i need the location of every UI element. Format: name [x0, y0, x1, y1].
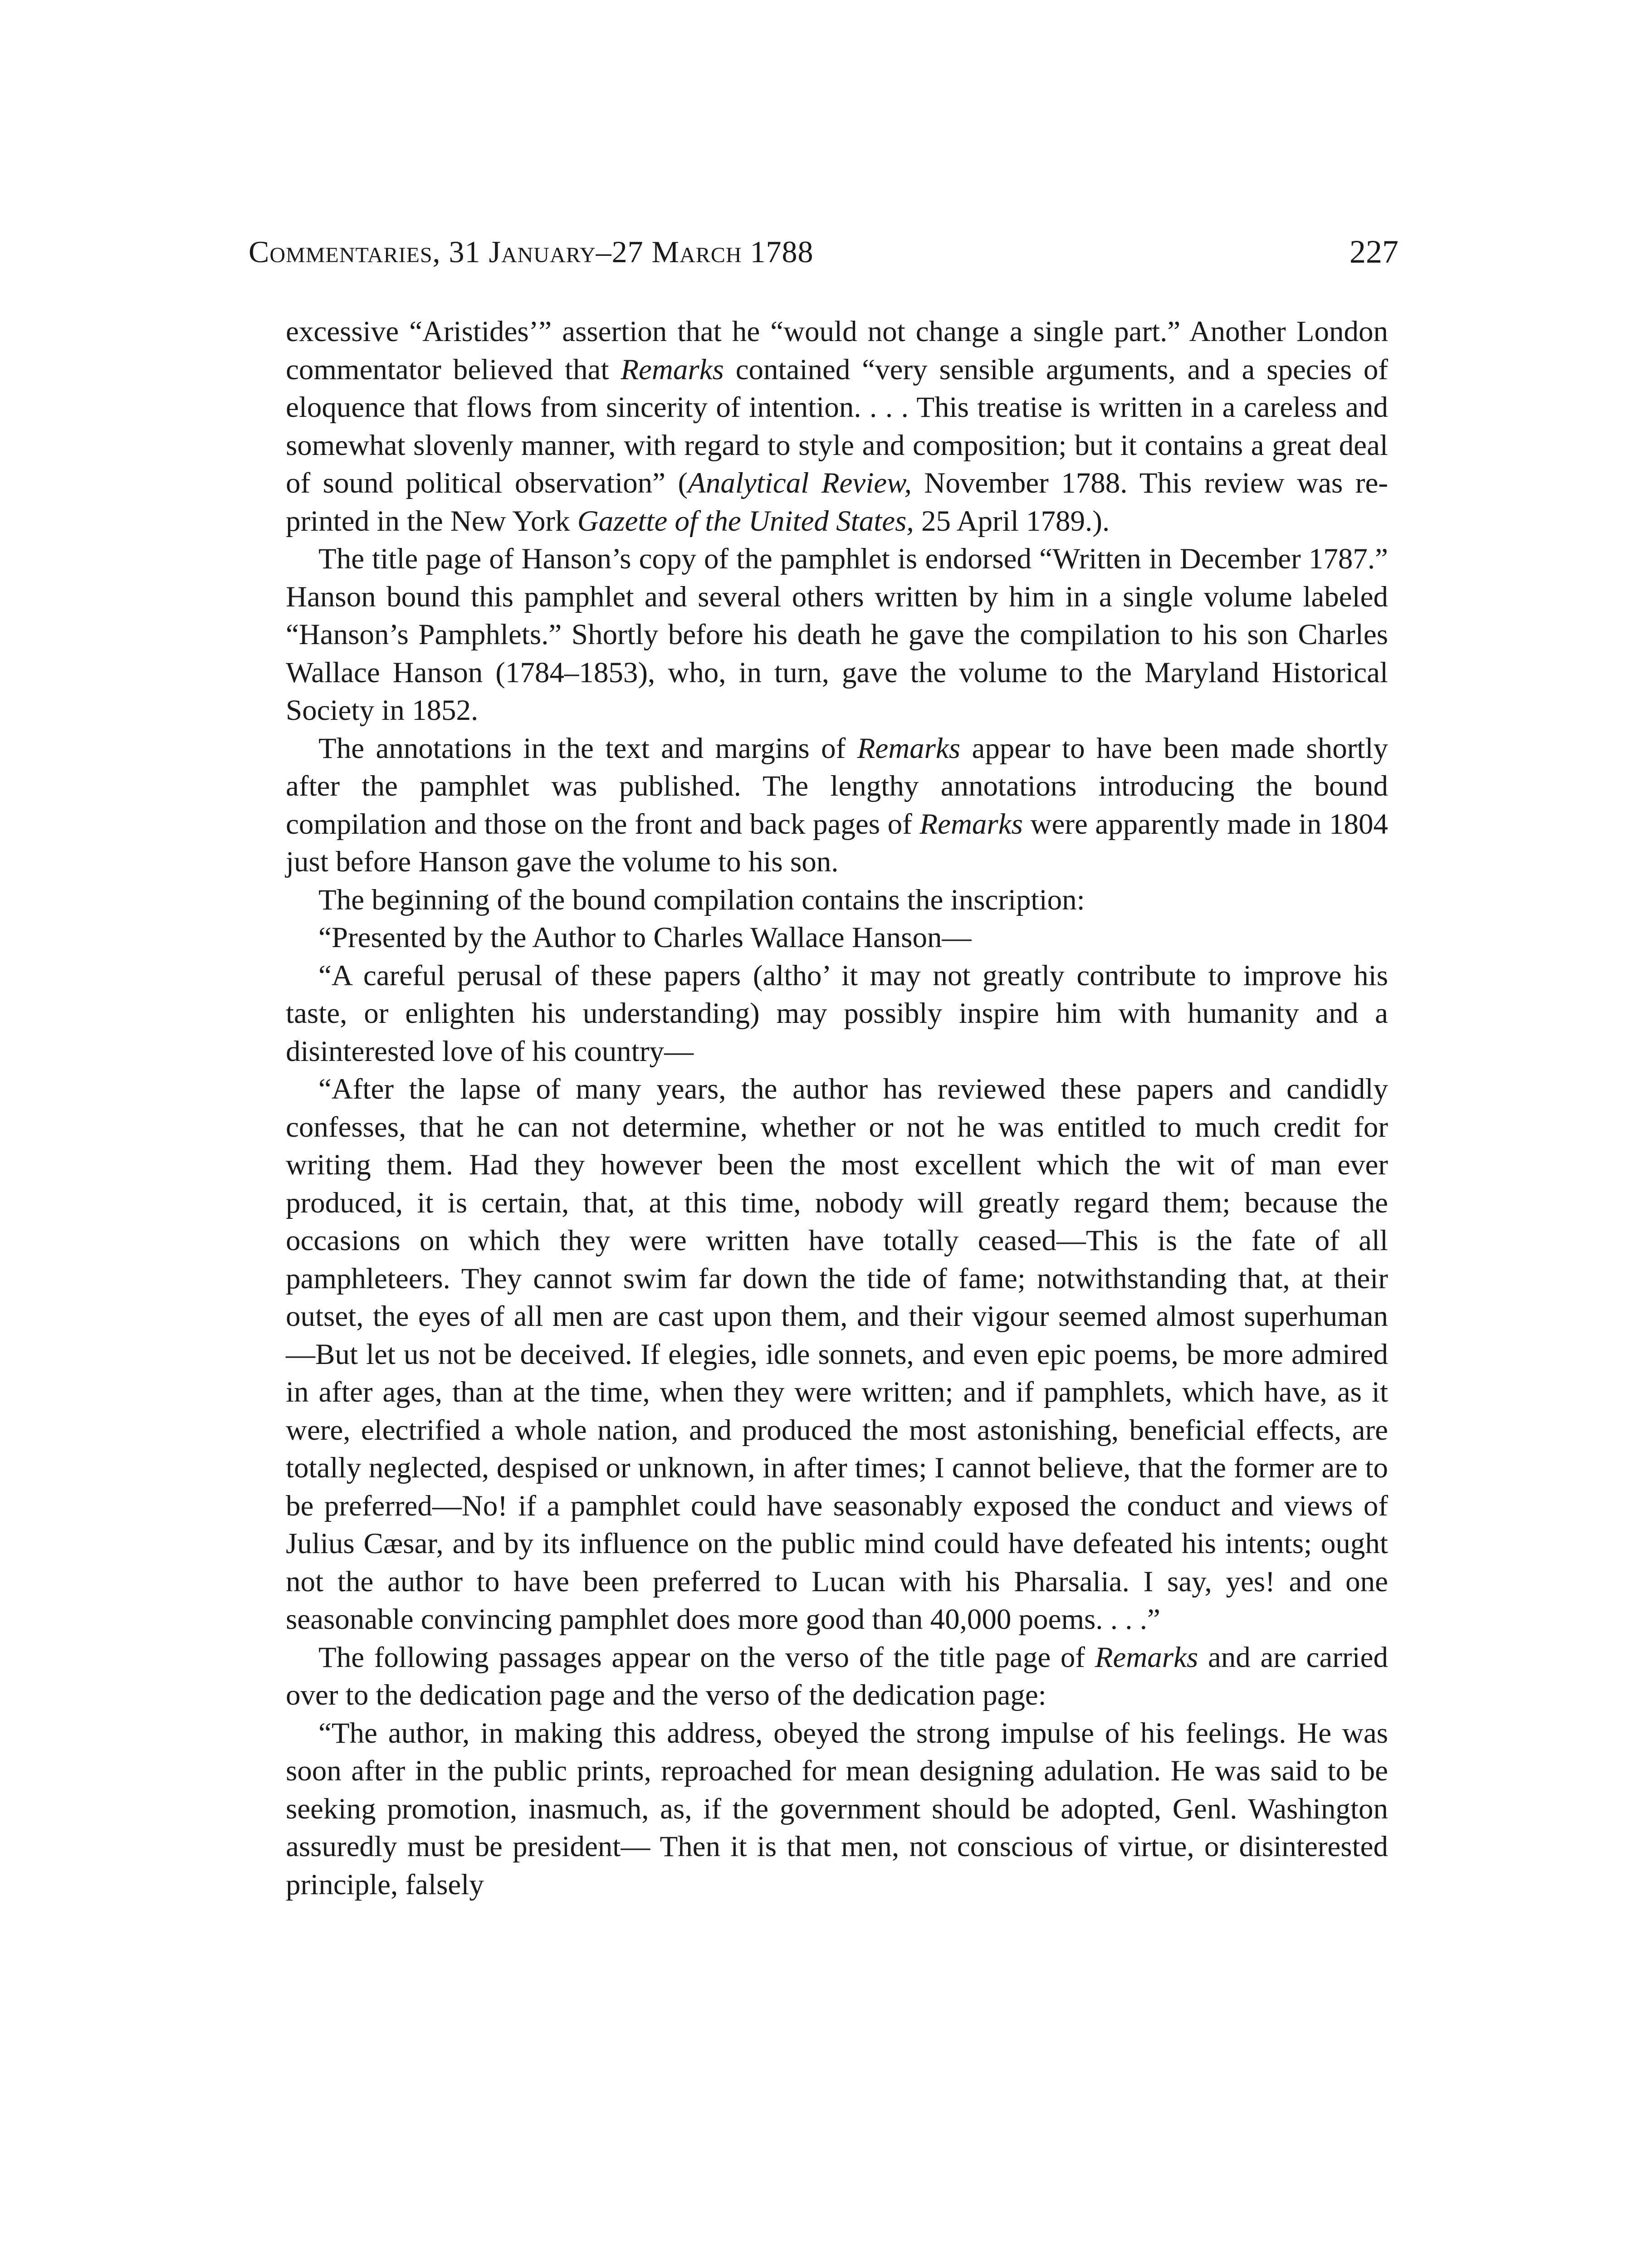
- paragraph-9: “The author, in making this address, obeyed the strong impulse of his feelings. He was soon after in the public prints, reproached for mean designing adulation. He was said to be seeking promotion, inasmuch, as, if the government should be adopted, Genl. Washington assuredly must be president— Then it is that men, not conscious of virtue, or disinterested principle, falsely: [286, 1716, 1388, 1901]
- text-run: 25 April 1789.).: [914, 504, 1110, 538]
- paragraph-8: [286, 1639, 1388, 1715]
- text-run: The annotations in the text and margins of: [318, 732, 857, 765]
- page-number: 227: [1349, 234, 1398, 270]
- running-head: [249, 229, 1398, 274]
- paragraph-2: The title page of Hanson’s copy of the pamphlet is endorsed “Written in December 1787.” Hanson bound this pamphlet and several others written by him in a single volume labeled “Hanson’s Pamphlets.” Shortly before his death he gave the compilation to his son Charles Wallace Hanson (1784–1853), who, in turn, gave the volume to the Maryland Historical Society in 1852.: [286, 543, 1388, 727]
- text-run: and are carried over to the dedication page and the verso of the dedication page:: [286, 1641, 1388, 1711]
- text-run: The following passages appear on the verso of the title page of: [318, 1641, 1095, 1674]
- text-run: November 1788. This review was reprinted in the New York: [286, 467, 1388, 538]
- text-run: contained “very sensible arguments, and a species of eloquence that flows from sincerity of intention. . . . This treatise is written in a careless and somewhat slovenly manner, with regard to style and composition; but it contains a great deal of sound political observation” (: [286, 353, 1388, 499]
- paragraph-6: “A careful perusal of these papers (altho’ it may not greatly contribute to improve his taste, or enlighten his understanding) may possibly inspire him with humanity and a disinterested love of his country—: [286, 959, 1388, 1068]
- italic-title-analytical-review: Analytical Review,: [688, 467, 912, 499]
- text-run: appear to have been made shortly after the pamphlet was published. The lengthy annotations introducing the bound compilation and those on the front and back pages of: [286, 732, 1388, 841]
- text-run: excessive “Aristides’” assertion that he “would not change a single part.” Another London commentator believed that: [286, 315, 1388, 386]
- paragraph-4: The beginning of the bound compilation contains the inscription:: [318, 883, 1085, 916]
- paragraph-3: [286, 730, 1388, 881]
- italic-title-remarks: Remarks: [1095, 1641, 1198, 1674]
- text-run: were apparently made in 1804 just before Hanson gave the volume to his son.: [286, 807, 1388, 878]
- italic-title-remarks: Remarks: [621, 353, 724, 386]
- running-title: Commentaries, 31 January–27 March 1788: [249, 235, 814, 269]
- body-text: [286, 313, 1388, 1904]
- italic-title-gazette: Gazette of the United States,: [577, 504, 914, 538]
- italic-title-remarks: Remarks: [919, 807, 1023, 841]
- paragraph-5: “Presented by the Author to Charles Wallace Hanson—: [318, 921, 972, 954]
- paragraph-7: “After the lapse of many years, the author has reviewed these papers and candidly confesses, that he can not determine, whether or not he was entitled to much credit for writing them. Had they however been the most excellent which the wit of man ever produced, it is certain, that, at this time, nobody will greatly regard them; because the occasions on which they were written have totally ceased—This is the fate of all pamphleteers. They cannot swim far down the tide of fame; notwithstanding that, at their outset, the eyes of all men are cast upon them, and their vigour seemed almost superhuman—But let us not be deceived. If elegies, idle sonnets, and even epic poems, be more admired in after ages, than at the time, when they were written; and if pamphlets, which have, as it were, electrified a whole nation, and produced the most astonishing, beneficial effects, are totally neglected, despised or unknown, in after times; I cannot believe, that the former are to be preferred—No! if a pamphlet could have seasonably exposed the conduct and views of Julius Cæsar, and by its influence on the public mind could have defeated his intents; ought not the author to have been preferred to Lucan with his Pharsalia. I say, yes! and one seasonable convincing pamphlet does more good than 40,000 poems. . . .”: [286, 1073, 1388, 1636]
- italic-title-remarks: Remarks: [857, 732, 961, 765]
- paragraph-1: [286, 313, 1388, 540]
